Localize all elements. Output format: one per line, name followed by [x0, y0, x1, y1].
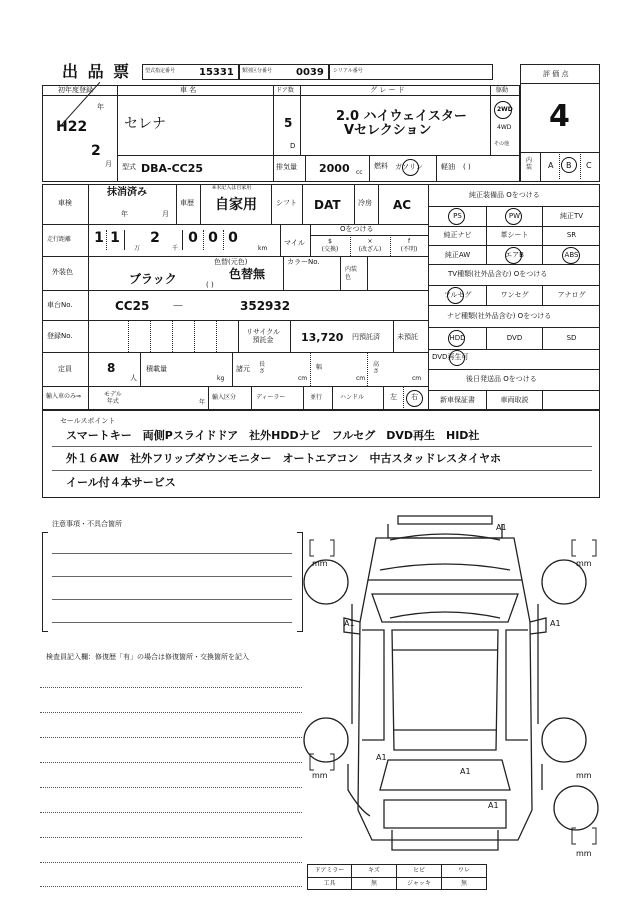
notes-bracket-left [42, 532, 48, 632]
import-model-year: モデル 年式 [104, 391, 122, 405]
genuine-abs-circle [562, 247, 580, 264]
class-no: 0039 [296, 67, 324, 78]
genuine-sr: SR [566, 231, 577, 239]
chassis-number: 352932 [240, 299, 291, 313]
inspector-label: 検査員記入欄：修復歴「有」の場合は修復箇所・交換箇所を記入 [46, 653, 249, 661]
repaint-label: 色替(元色) [214, 258, 248, 266]
navi-title: ナビ種類(社外品含む) Oをつける [447, 312, 552, 320]
fuel-gasoline-circle [402, 159, 419, 176]
inspection-value: 抹消済み [107, 187, 147, 198]
legend-tools-value: 無 [370, 880, 377, 887]
exterior-color-value: ブラック [129, 272, 177, 286]
interior-color-label: 内装 色 [345, 266, 358, 281]
color-no-label: カラーNo. [287, 258, 320, 266]
first-reg-era: H22 [56, 119, 88, 135]
exterior-color-label: 外装色 [52, 268, 73, 276]
tv-fullseg: フルセグ [443, 291, 472, 299]
model-label: 型式 [122, 163, 136, 171]
tv-fullseg-circle [447, 287, 464, 304]
car-name-value: セレナ [124, 116, 166, 132]
legend-scratch: キズ [368, 867, 380, 874]
serial-label: シリアル番号 [333, 68, 363, 74]
interior-b: B [566, 161, 572, 170]
import-year-unit: 年 [199, 399, 206, 406]
aircon-label: 冷房 [358, 199, 372, 207]
repaint-paren: ( ) [206, 281, 214, 289]
tv-oneseg: ワンセグ [500, 291, 529, 299]
displacement-value: 2000 [319, 162, 350, 175]
diagram-mark-front: A1 [496, 523, 507, 532]
doors-sub: D [290, 142, 296, 150]
diagram-mark-rear-inner: A1 [460, 767, 471, 776]
drive-other: その他 [494, 141, 510, 147]
navi-dvd: DVD [506, 333, 523, 342]
load-unit: kg [217, 375, 225, 382]
shift-value: DAT [314, 198, 341, 212]
first-reg-year-unit: 年 [97, 103, 104, 111]
history-value: 自家用 [215, 197, 257, 213]
recycle-value: 13,720 [301, 331, 344, 344]
first-reg-month-unit: 月 [105, 160, 112, 168]
inspection-year: 年 [121, 210, 128, 218]
history-note: ※未記入は自家用 [212, 185, 252, 191]
mileage-digit-6: 0 [228, 230, 238, 246]
load-label: 積載量 [146, 365, 167, 373]
history-label: 車歴 [180, 199, 194, 207]
interior-b-circle [561, 157, 577, 173]
first-reg-label: 初年度登録 [58, 86, 93, 94]
inspection-label: 車検 [58, 199, 72, 207]
import-dealer: ディーラー [256, 394, 286, 401]
mileage-km: km [258, 245, 268, 252]
handle-right-circle [406, 390, 423, 407]
legend-crack: ヒビ [412, 867, 425, 874]
registration-label: 登録No. [47, 332, 73, 340]
interior-label: 内 装 [526, 157, 533, 171]
mileage-status-tamper-text: × (改ざん) [358, 237, 382, 253]
dims-height-unit: cm [412, 375, 422, 382]
navi-sd: SD [566, 333, 577, 342]
car-damage-diagram [300, 510, 620, 870]
diagram-mark-left-side: A1 [376, 753, 387, 762]
mm-left-rear: mm [312, 771, 328, 780]
fuel-label: 燃料 [374, 162, 388, 170]
navi-hdd: HDD [449, 333, 466, 342]
capacity-value: 8 [107, 361, 116, 375]
handle-right: 右 [411, 393, 418, 401]
selling-point-line-1: スマートキー 両側Pスライドドア 社外HDDナビ フルセグ DVD再生 HID社 [66, 429, 480, 442]
selling-point-line-2: 外１６AW 社外フリップダウンモニター オートエアコン 中古スタッドレスタイヤホ [66, 452, 501, 465]
import-label: 輸入車のみ⇒ [46, 393, 82, 400]
later-warranty: 新車保証書 [440, 396, 475, 404]
form-title: 出 品 票 [62, 62, 132, 81]
dims-width-unit: cm [356, 375, 366, 382]
grade-line1: 2.0 ハイウェイスター [336, 109, 467, 124]
drive-4wd: 4WD [497, 124, 512, 131]
mileage-digit-4: 0 [188, 230, 198, 246]
genuine-ps: PS [453, 211, 462, 220]
doors-label: ドア数 [276, 87, 294, 94]
import-parallel: 並行 [310, 394, 323, 401]
handle-left: 左 [390, 393, 397, 401]
dims-width: 幅 [316, 364, 323, 371]
diagram-mark-right-front: A1 [550, 619, 561, 628]
interior-c: C [586, 161, 592, 170]
import-class-label: 輸入区分 [212, 394, 237, 401]
dims-height: 高 さ [373, 361, 380, 375]
repaint-value: 色替無 [229, 267, 266, 281]
drive-2wd-circle [494, 101, 512, 119]
eval-score: 4 [549, 99, 570, 134]
drive-2wd: 2WD [497, 106, 513, 113]
mileage-status-exchange-text: $ (交換) [321, 237, 339, 253]
diagram-mark-left-front: A1 [344, 619, 355, 628]
recycle-unit: 円預託済 [352, 333, 380, 341]
capacity-label: 定員 [58, 365, 72, 373]
fuel-gasoline: ガソリン [395, 163, 423, 171]
genuine-abs: ABS [564, 250, 579, 259]
notes-label: 注意事項・不具合箇所 [52, 520, 122, 528]
recycle-not-deposited: 未預託 [397, 333, 418, 341]
genuine-title: 純正装備品 Oをつける [469, 191, 540, 199]
mileage-status-header: Oをつける [340, 225, 374, 233]
mileage-digit-1: 1 [94, 230, 104, 246]
mm-extra: mm [576, 849, 592, 858]
class-label: 類別区分番号 [242, 68, 273, 74]
dims-length: 長 さ [259, 361, 266, 375]
capacity-unit: 人 [130, 374, 137, 382]
chassis-prefix: CC25 [115, 299, 150, 313]
mileage-status-tamper [352, 237, 388, 254]
dims-label: 諸元 [236, 365, 250, 373]
later-title: 後日発送品 Oをつける [466, 375, 537, 383]
mm-right-rear: mm [576, 771, 592, 780]
displacement-unit: cc [356, 169, 363, 176]
interior-a: A [548, 161, 554, 170]
chassis-label: 車台No. [47, 301, 73, 309]
diagram-mark-rear: A1 [488, 801, 499, 810]
selling-points-label: セールスポイント [60, 417, 116, 425]
chassis-dash: － [172, 299, 185, 313]
grade-line2: Vセレクション [344, 123, 432, 138]
legend-tools: 工具 [323, 880, 336, 887]
mileage-label: 走行距離 [47, 236, 72, 243]
doors-value: 5 [284, 116, 293, 130]
inspection-month: 月 [162, 210, 169, 218]
genuine-pw-circle [505, 208, 522, 225]
first-reg-month: 2 [91, 143, 101, 159]
eval-label: 評 価 点 [543, 70, 569, 78]
legend-jack-value: 無 [460, 880, 467, 887]
dvd-playback: DVD再生可 [432, 353, 469, 361]
car-name-label: 車 名 [180, 86, 197, 94]
genuine-ps-circle [448, 208, 465, 225]
mileage-sen: 千 [172, 245, 179, 252]
displacement-label: 排気量 [276, 163, 297, 171]
genuine-tv: 純正TV [559, 211, 584, 220]
dims-length-unit: cm [298, 375, 308, 382]
genuine-leather: 革シート [500, 231, 529, 239]
mileage-status-unknown [391, 237, 427, 254]
mileage-mile-label: マイル [284, 239, 305, 247]
mileage-status-unknown-text: f (不明) [400, 237, 418, 253]
legend-door-mirror: ドアミラー [314, 867, 345, 874]
mileage-digit-5: 0 [208, 230, 218, 246]
shift-label: シフト [276, 199, 297, 207]
genuine-airbag: エアB [505, 250, 524, 259]
aircon-value: AC [393, 198, 412, 212]
model-value: DBA-CC25 [141, 162, 204, 175]
navi-hdd-circle [448, 330, 465, 347]
fuel-diesel: 軽油 [441, 163, 455, 171]
mileage-digit-2: 1 [110, 230, 120, 246]
genuine-aw: 純正AW [444, 250, 471, 259]
model-cert-no: 15331 [199, 67, 234, 78]
mileage-status-exchange [312, 237, 348, 254]
selling-point-line-3: イール付４本サービス [66, 476, 176, 489]
model-cert-label: 型式指定番号 [145, 68, 176, 74]
mm-right-front: mm [576, 559, 592, 568]
fuel-other-paren: ( ) [463, 163, 471, 171]
grade-label: グ レ ー ド [370, 86, 405, 94]
dvd-playback-circle [449, 350, 465, 366]
later-manual: 車両取説 [500, 396, 529, 404]
genuine-navi: 純正ナビ [443, 231, 472, 239]
mm-left-front: mm [312, 559, 328, 568]
mileage-digit-3: 2 [150, 230, 160, 246]
mileage-man: 万 [134, 245, 141, 252]
tv-title: TV種類(社外品含む) Oをつける [448, 270, 548, 278]
recycle-label: リサイクル 預託金 [246, 328, 281, 344]
drive-label: 駆動 [496, 87, 509, 94]
legend-break: ワレ [457, 867, 470, 874]
genuine-airbag-circle [505, 247, 522, 264]
legend-jack: ジャッキ [407, 880, 431, 887]
genuine-pw: PW [508, 211, 521, 220]
handle-label: ハンドル [340, 394, 365, 401]
tv-analog: アナログ [557, 291, 586, 299]
